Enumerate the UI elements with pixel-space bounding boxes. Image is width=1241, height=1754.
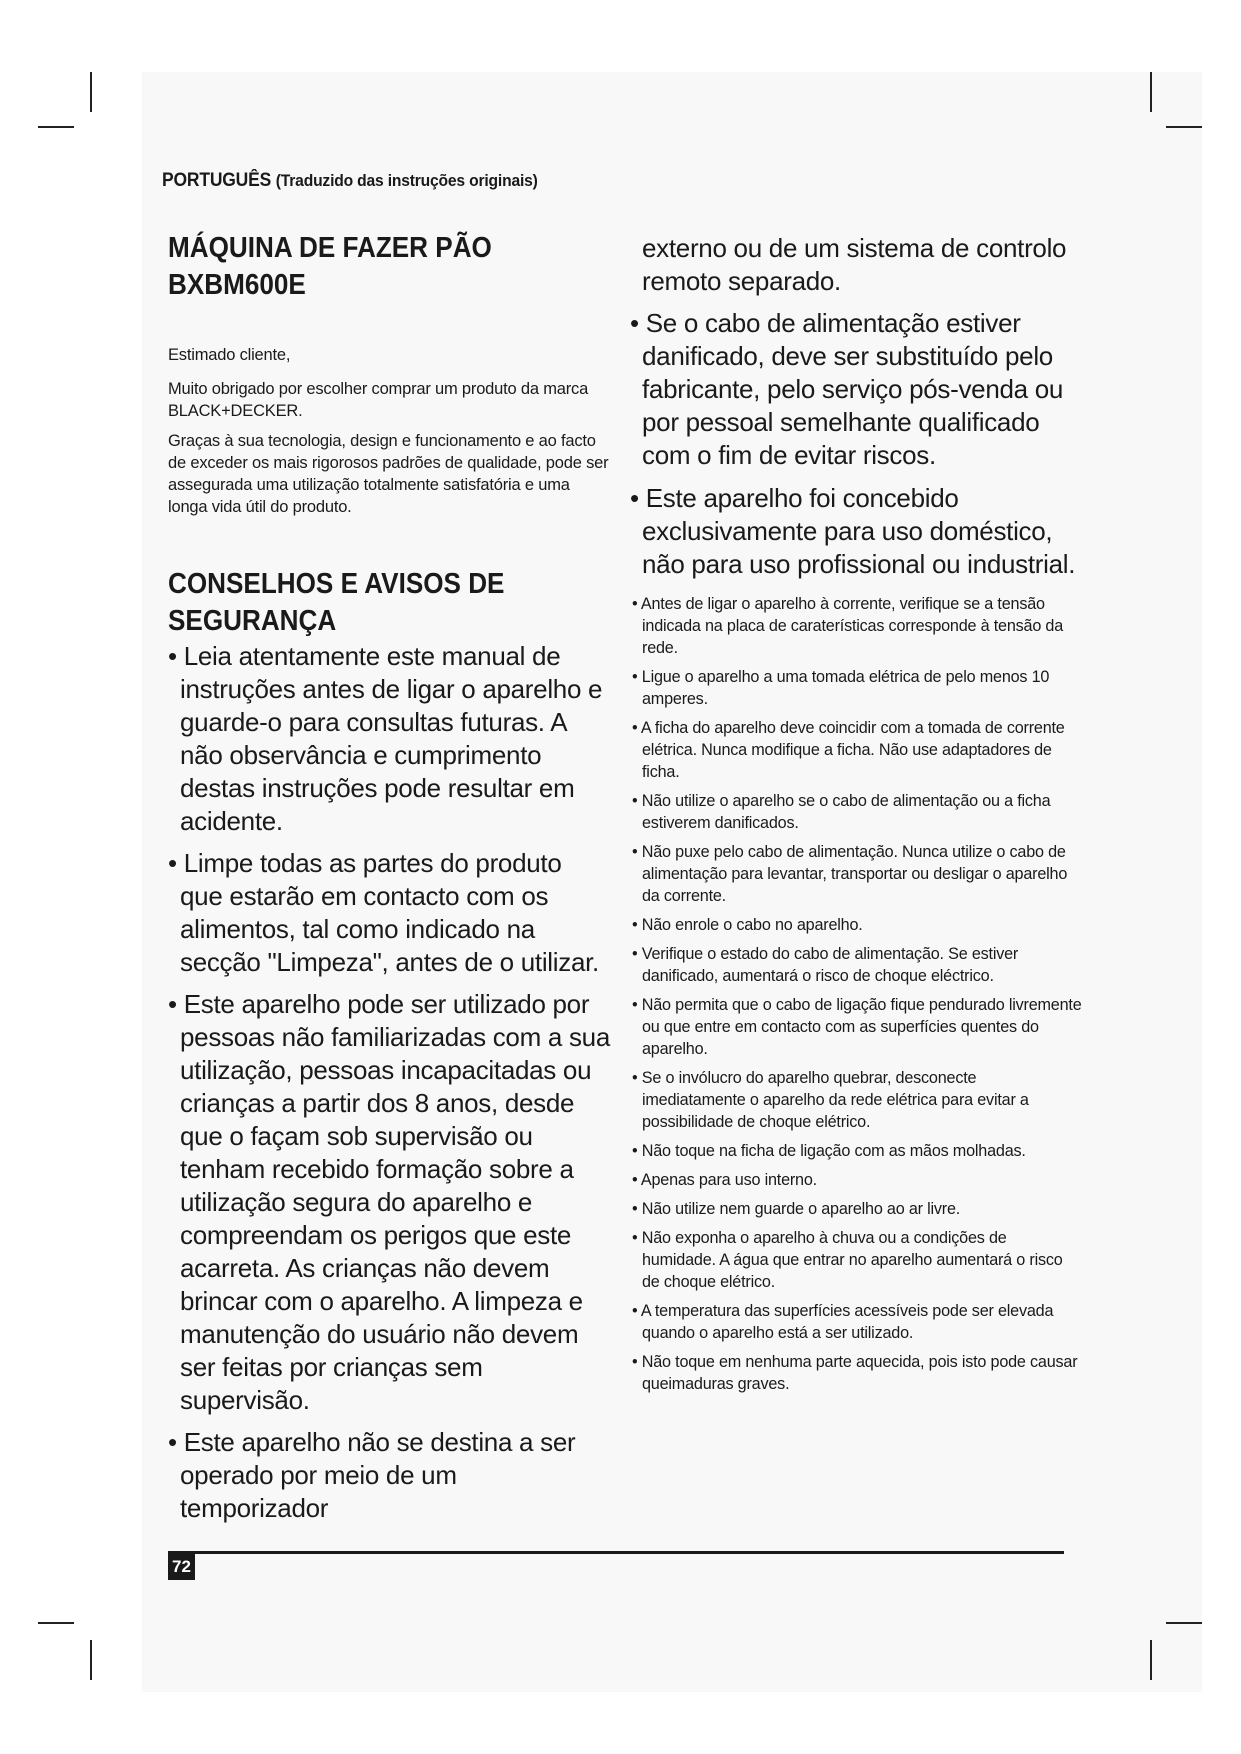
list-item: • Não toque na ficha de ligação com as mãos molhadas. — [630, 1140, 1082, 1162]
right-column — [630, 232, 1082, 1402]
crop-mark-top-right-h — [1166, 126, 1202, 128]
list-item: • Leia atentamente este manual de instruções antes de ligar o aparelho e guarde-o para consultas futuras. A não observância e cumprimento destas instruções pode resultar em acidente. — [168, 640, 610, 838]
safety-list-right-large — [630, 307, 1082, 581]
crop-mark-top-right-v — [1150, 72, 1152, 112]
page-number: 72 — [168, 1554, 195, 1580]
list-item-continuation: externo ou de um sistema de controlo remoto separado. — [642, 233, 1067, 296]
list-item: • Não enrole o cabo no aparelho. — [630, 914, 1082, 936]
language-label: PORTUGUÊS — [162, 170, 272, 191]
list-item: • A temperatura das superfícies acessíveis pode ser elevada quando o aparelho está a ser utilizado. — [630, 1300, 1082, 1344]
list-item: • Este aparelho não se destina a ser operado por meio de um temporizador — [168, 1426, 610, 1525]
list-item: • Antes de ligar o aparelho à corrente, verifique se a tensão indicada na placa de caraterísticas corresponde à tensão da rede. — [630, 593, 1082, 659]
list-item: • Se o invólucro do aparelho quebrar, desconecte imediatamente o aparelho da rede elétrica para evitar a possibilidade de choque elétrico. — [630, 1067, 1082, 1133]
list-item: • Se o cabo de alimentação estiver danificado, deve ser substituído pelo fabricante, pelo serviço pós-venda ou por pessoal semelhante qualificado com o fim de evitar riscos. — [630, 307, 1082, 472]
list-item: • Este aparelho foi concebido exclusivamente para uso doméstico, não para uso profissional ou industrial. — [630, 482, 1082, 581]
crop-mark-bottom-left-h — [38, 1622, 74, 1624]
left-column — [168, 230, 610, 1534]
crop-mark-bottom-right-v — [1150, 1640, 1152, 1680]
product-title — [168, 230, 566, 304]
crop-mark-top-left-v — [90, 72, 92, 112]
product-model: BXBM600E — [168, 269, 306, 301]
list-item: • Não utilize nem guarde o aparelho ao ar livre. — [630, 1198, 1082, 1220]
list-item: • Não permita que o cabo de ligação fique pendurado livremente ou que entre em contacto com as superfícies quentes do aparelho. — [630, 994, 1082, 1060]
safety-list-right-small — [630, 593, 1082, 1395]
language-subtitle: (Traduzido das instruções originais) — [275, 171, 538, 190]
intro-thanks: Muito obrigado por escolher comprar um produto da marca BLACK+DECKER. — [168, 380, 589, 420]
crop-mark-bottom-right-h — [1166, 1622, 1202, 1624]
crop-mark-bottom-left-v — [90, 1640, 92, 1680]
list-item: • Não exponha o aparelho à chuva ou a condições de humidade. A água que entrar no aparelho aumentará o risco de choque elétrico. — [630, 1227, 1082, 1293]
list-item: • Limpe todas as partes do produto que estarão em contacto com os alimentos, tal como indicado na secção "Limpeza", antes de o utilizar. — [168, 847, 610, 979]
footer-rule — [168, 1551, 1064, 1554]
language-header — [162, 170, 538, 192]
list-item: • A ficha do aparelho deve coincidir com a tomada de corrente elétrica. Nunca modifique a ficha. Não use adaptadores de ficha. — [630, 717, 1082, 783]
list-item: • Este aparelho pode ser utilizado por pessoas não familiarizadas com a sua utilização, pessoas incapacitadas ou crianças a partir dos 8 anos, desde que o façam sob supervisão ou tenham recebido formação sobre a utilização segura do aparelho e compreendam os perigos que este acarreta. As crianças não devem brincar com o aparelho. A limpeza e manutenção do usuário não devem ser feitas por crianças sem supervisão. — [168, 988, 610, 1417]
product-title-line1: MÁQUINA DE FAZER PÃO — [168, 232, 492, 264]
list-item: • Verifique o estado do cabo de alimentação. Se estiver danificado, aumentará o risco de choque eléctrico. — [630, 943, 1082, 987]
crop-mark-top-left-h — [38, 126, 74, 128]
safety-title-line1: CONSELHOS E AVISOS DE — [168, 568, 505, 600]
intro-description: Graças à sua tecnologia, design e funcionamento e ao facto de exceder os mais rigorosos padrões de qualidade, pode ser assegurada uma utilização totalmente satisfatória e uma longa vida útil do produto. — [168, 432, 609, 516]
safety-list-left — [168, 640, 610, 1525]
intro-greeting: Estimado cliente, — [168, 346, 291, 364]
list-item: • Não puxe pelo cabo de alimentação. Nunca utilize o cabo de alimentação para levantar, transportar ou desligar o aparelho da corrente. — [630, 841, 1082, 907]
list-item: • Não toque em nenhuma parte aquecida, pois isto pode causar queimaduras graves. — [630, 1351, 1082, 1395]
safety-title — [168, 566, 566, 640]
list-item: • Não utilize o aparelho se o cabo de alimentação ou a ficha estiverem danificados. — [630, 790, 1082, 834]
list-item: • Ligue o aparelho a uma tomada elétrica de pelo menos 10 amperes. — [630, 666, 1082, 710]
list-item: • Apenas para uso interno. — [630, 1169, 1082, 1191]
safety-title-line2: SEGURANÇA — [168, 605, 337, 637]
